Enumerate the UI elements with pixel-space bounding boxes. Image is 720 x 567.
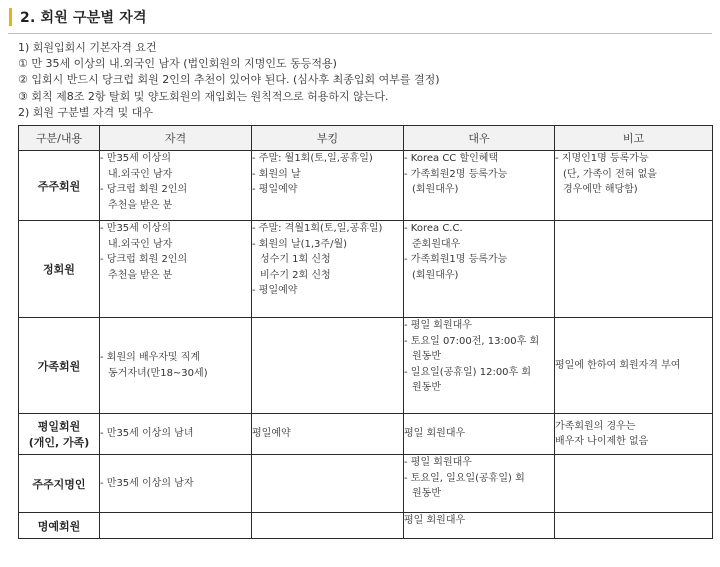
intro-line: ① 만 35세 이상의 내.외국인 남자 (법인회원의 지명인도 동등적용) — [18, 57, 337, 71]
cell-remarks — [555, 455, 713, 513]
cell-line: (회원대우) — [412, 184, 459, 195]
cell-qualification — [100, 455, 252, 513]
cell-line: 원동반 — [412, 488, 441, 499]
cell-booking — [252, 151, 404, 221]
cell-line: - 주말: 월1회(토,일,공휴일) — [252, 153, 373, 164]
cell-line: 동거자녀(만18~30세) — [108, 367, 208, 379]
table-header-row — [19, 126, 713, 151]
cell-line: - 평일 회원대우 — [404, 457, 472, 468]
cell-remarks — [555, 151, 713, 221]
intro-line: ③ 회칙 제8조 2항 탈회 및 양도회원의 재입회는 원칙적으로 허용하지 않는다. — [18, 89, 389, 103]
row-category — [19, 455, 100, 513]
cell-line: 원동반 — [412, 382, 441, 393]
category-line: 평일회원 — [37, 420, 81, 433]
cell-line: 비수기 2회 신청 — [260, 269, 331, 281]
row-category — [19, 513, 100, 539]
cell-line: - 주말: 격월1회(토,일,공휴일) — [252, 223, 383, 234]
cell-treatment — [404, 455, 555, 513]
cell-booking — [252, 455, 404, 513]
cell-treatment — [404, 151, 555, 221]
intro-line: ② 입회시 반드시 당크럽 회원 2인의 추천이 있어야 된다. (심사후 최종입회 여부를 결정) — [18, 73, 440, 87]
cell-booking — [252, 414, 404, 455]
title-accent-bar — [9, 8, 12, 26]
header-category: 구분/내용 — [19, 126, 100, 151]
cell-line: - Korea C.C. — [404, 223, 463, 234]
cell-line: 가족회원의 경우는 — [555, 420, 636, 432]
cell-line: - 당크럽 회원 2인의 — [100, 184, 188, 195]
table-body — [19, 151, 713, 539]
cell-remarks — [555, 414, 713, 455]
cell-line: 내.외국인 남자 — [108, 168, 173, 180]
table-row — [19, 455, 713, 513]
cell-line: - 만35세 이상의 남녀 — [100, 428, 194, 440]
cell-line: - 당크럽 회원 2인의 — [100, 254, 188, 265]
cell-line: 경우에만 해당함) — [563, 184, 638, 195]
cell-treatment — [404, 414, 555, 455]
category-line: (개인, 가족) — [28, 436, 90, 449]
cell-line: - 평일예약 — [252, 285, 298, 296]
cell-line: (회원대우) — [412, 269, 459, 281]
row-category — [19, 318, 100, 414]
cell-qualification — [100, 513, 252, 539]
cell-line: - 가족회원1명 등록가능 — [404, 254, 508, 265]
cell-line: - 회원의 날 — [252, 168, 301, 180]
row-category — [19, 221, 100, 318]
cell-line: - 토요일, 일요일(공휴일) 회 — [404, 472, 525, 484]
table-row — [19, 221, 713, 318]
category-line: 주주회원 — [37, 179, 81, 193]
cell-qualification — [100, 221, 252, 318]
cell-treatment — [404, 513, 555, 539]
cell-line: - 지명인1명 등록가능 — [555, 153, 649, 164]
cell-line: - 만35세 이상의 남자 — [100, 477, 194, 489]
cell-line: 추천을 받은 분 — [108, 199, 173, 211]
table-row — [19, 414, 713, 455]
cell-qualification — [100, 151, 252, 221]
cell-line: - 회원의 날(1,3주/월) — [252, 238, 348, 250]
cell-treatment — [404, 221, 555, 318]
title-divider — [8, 33, 712, 34]
cell-line: 성수기 1회 신청 — [260, 254, 331, 265]
cell-remarks — [555, 221, 713, 318]
header-treatment: 대우 — [404, 126, 555, 151]
header-remarks: 비고 — [555, 126, 713, 151]
category-line: 가족회원 — [37, 359, 81, 373]
header-qualification: 자격 — [100, 126, 252, 151]
table-row — [19, 513, 713, 539]
cell-line: 평일 회원대우 — [404, 515, 466, 526]
cell-line: 배우자 나이제한 없음 — [555, 436, 649, 447]
cell-line: (단, 가족이 전혀 없을 — [563, 168, 657, 180]
table-row — [19, 151, 713, 221]
cell-line: - 가족회원2명 등록가능 — [404, 168, 508, 180]
membership-table — [18, 125, 713, 539]
cell-line: - 평일 회원대우 — [404, 320, 472, 331]
cell-qualification — [100, 414, 252, 455]
cell-treatment — [404, 318, 555, 414]
cell-line: 평일에 한하여 회원자격 부여 — [555, 359, 681, 371]
cell-line: 내.외국인 남자 — [108, 238, 173, 250]
cell-line: 원동반 — [412, 351, 441, 362]
cell-booking — [252, 318, 404, 414]
page-title: 2. 회원 구분별 자격 — [20, 10, 147, 26]
cell-line: - 회원의 배우자및 직계 — [100, 352, 201, 363]
row-category — [19, 414, 100, 455]
intro-text — [18, 40, 440, 121]
table-row — [19, 318, 713, 414]
cell-line: - 평일예약 — [252, 184, 298, 195]
category-line: 명예회원 — [37, 519, 81, 533]
cell-line: 준회원대우 — [412, 238, 461, 250]
intro-line: 1) 회원입회시 기본자격 요건 — [18, 41, 157, 54]
category-line: 정회원 — [43, 263, 75, 276]
intro-line: 2) 회원 구분별 자격 및 대우 — [18, 105, 154, 119]
cell-booking — [252, 513, 404, 539]
section-title — [9, 8, 147, 26]
row-category — [19, 151, 100, 221]
cell-booking — [252, 221, 404, 318]
cell-remarks — [555, 318, 713, 414]
header-booking: 부킹 — [252, 126, 404, 151]
cell-line: - 토요일 07:00전, 13:00후 회 — [404, 335, 540, 347]
cell-line: - 일요일(공휴일) 12:00후 회 — [404, 366, 532, 378]
cell-qualification — [100, 318, 252, 414]
cell-line: - Korea CC 할인혜택 — [404, 153, 499, 164]
cell-remarks — [555, 513, 713, 539]
cell-line: - 만35세 이상의 — [100, 153, 171, 164]
cell-line: 평일예약 — [252, 428, 291, 440]
cell-line: - 만35세 이상의 — [100, 223, 171, 234]
cell-line: 추천을 받은 분 — [108, 269, 173, 281]
category-line: 주주지명인 — [32, 477, 86, 491]
cell-line: 평일 회원대우 — [404, 428, 466, 440]
